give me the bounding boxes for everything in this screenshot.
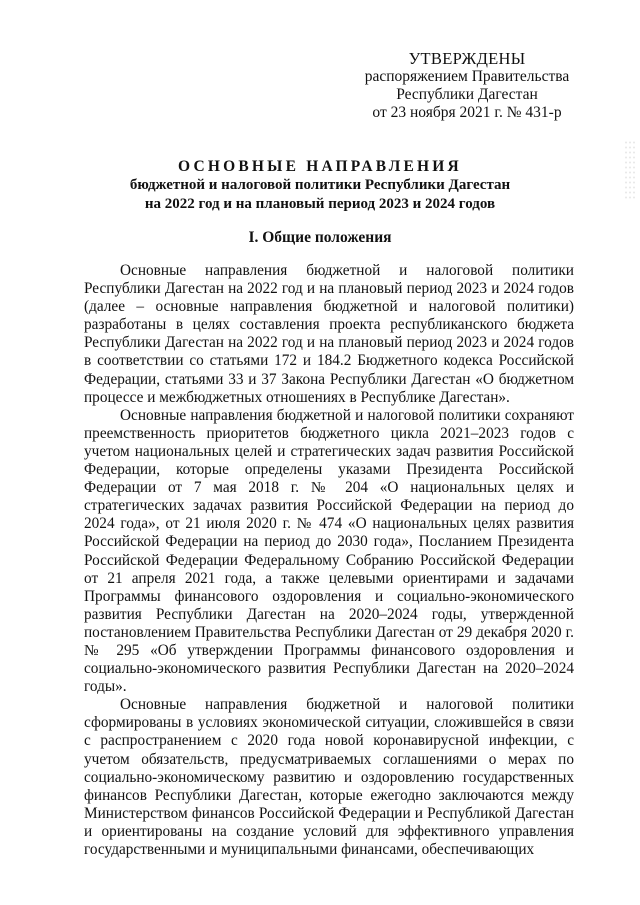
paragraph-2: Основные направления бюджетной и налоговой политики сохраняют преемственность приоритетов бюджетного цикла 2021–2023 годов с учетом национальных целей и стратегических задач развития Российской Федерации, которые определены указами Президента Российской Федерации от 7 мая 2018 г. № 204 «О национальных целях и стратегических задачах развития Российской Федерации на период до 2024 года», от 21 июля 2020 г. № 474 «О национальных целях развития Российской Федерации на период до 2030 года», Посланием Президента Российской Федерации Федеральному Собранию Российской Федерации от 21 апреля 2021 года, а также целевыми ориентирами и задачами Программы финансового оздоровления и социально-экономического развития Республики Дагестан на 2020–2024 годы, утвержденной постановлением Правительства Республики Дагестан от 29 декабря 2020 г. № 295 «Об утверждении Программы финансового оздоровления и социально-экономического развития Республики Дагестан на 2020–2024 годы». bbox=[84, 406, 574, 696]
approval-line-3: от 23 ноября 2021 г. № 431-р bbox=[372, 104, 562, 121]
document-body bbox=[84, 262, 574, 859]
approval-line-1: распоряжением Правительства bbox=[364, 68, 570, 85]
paragraph-3: Основные направления бюджетной и налоговой политики сформированы в условиях экономической ситуации, сложившейся в связи с распространением с 2020 года новой коронавирусной инфекции, с учетом обязательств, предусматриваемых соглашениями о мерах по социально-экономическому развитию и оздоровлению государственных финансов Республики Дагестан, которые ежегодно заключаются между Министерством финансов Российской Федерации и Республикой Дагестан и ориентированы на создание условий для эффективного управления государственными и муниципальными финансами, обеспечивающих bbox=[84, 696, 574, 858]
section-title: I. Общие положения bbox=[248, 229, 392, 246]
document-subtitle-1: бюджетной и налоговой политики Республики Дагестан bbox=[129, 177, 511, 193]
approval-stamp bbox=[352, 50, 582, 122]
document-subtitle-2: на 2022 год и на плановый период 2023 и 2024 годов bbox=[144, 196, 496, 212]
document-title: ОСНОВНЫЕ НАПРАВЛЕНИЯ bbox=[178, 158, 462, 175]
document-heading bbox=[70, 157, 570, 214]
approval-line-2: Республики Дагестан bbox=[396, 86, 538, 103]
paragraph-1: Основные направления бюджетной и налоговой политики Республики Дагестан на 2022 год и на плановый период 2023 и 2024 годов (далее – основные направления бюджетной и налоговой политики) разработаны в целях составления проекта республиканского бюджета Республики Дагестан на 2022 год и на плановый период 2023 и 2024 годов в соответствии со статьями 172 и 184.2 Бюджетного кодекса Российской Федерации, статьями 33 и 37 Закона Республики Дагестан «О бюджетном процессе и межбюджетных отношениях в Республике Дагестан». bbox=[84, 262, 574, 406]
scan-noise bbox=[624, 140, 636, 200]
approval-title: УТВЕРЖДЕНЫ bbox=[408, 49, 526, 68]
